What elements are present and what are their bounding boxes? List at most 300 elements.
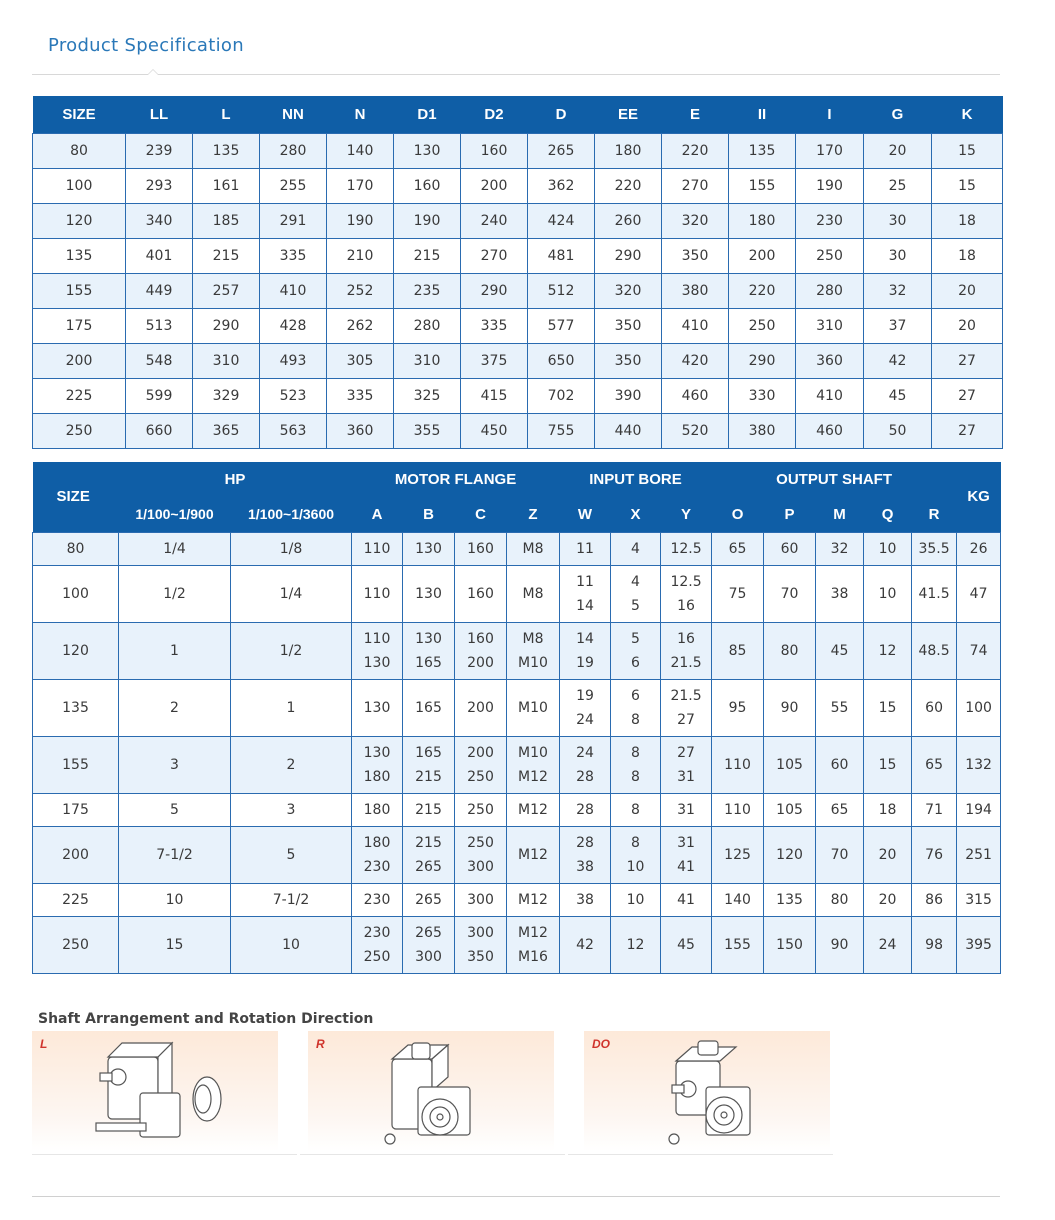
table-cell: 47 <box>957 565 1001 622</box>
table-cell: M8 M10 <box>507 622 560 679</box>
table-cell: 215 <box>403 793 455 826</box>
table-cell: 7-1/2 <box>231 883 352 916</box>
table-cell: 110 130 <box>352 622 403 679</box>
gearbox-l-illustration <box>92 1037 232 1147</box>
dimensions-column-header: E <box>662 96 729 133</box>
table-row <box>33 413 1003 448</box>
table-cell: 513 <box>126 308 193 343</box>
dimensions-column-header: G <box>864 96 932 133</box>
table-cell: 90 <box>816 916 864 973</box>
table-cell: 76 <box>912 826 957 883</box>
table-cell: 32 <box>864 273 932 308</box>
table-cell: 360 <box>327 413 394 448</box>
table-cell: 120 <box>33 203 126 238</box>
table-cell: M12 M16 <box>507 916 560 973</box>
dimensions-column-header: D1 <box>394 96 461 133</box>
table-cell: 415 <box>461 378 528 413</box>
table-cell: 200 250 <box>455 736 507 793</box>
table-cell: 35.5 <box>912 532 957 565</box>
table-cell: 110 <box>712 793 764 826</box>
table-cell: 1/8 <box>231 532 352 565</box>
table-row <box>33 532 1001 565</box>
table-row <box>33 679 1001 736</box>
table-row <box>33 343 1003 378</box>
arrangement-panel-l <box>32 1031 278 1151</box>
table-row <box>33 793 1001 826</box>
dimensions-column-header: LL <box>126 96 193 133</box>
table-row <box>33 203 1003 238</box>
table-row <box>33 308 1003 343</box>
table-cell: 41.5 <box>912 565 957 622</box>
table-cell: 132 <box>957 736 1001 793</box>
table-cell: 100 <box>957 679 1001 736</box>
table-cell: 10 <box>864 565 912 622</box>
arrangement-tag: DO <box>592 1037 610 1051</box>
table-cell: 185 <box>193 203 260 238</box>
table-cell: 1 <box>231 679 352 736</box>
size-header: SIZE <box>33 462 119 532</box>
ratings-sub-header: P <box>764 497 816 532</box>
table-cell: 28 <box>560 793 611 826</box>
table-cell: 365 <box>193 413 260 448</box>
page-title: Product Specification <box>48 35 244 56</box>
ratings-sub-header: A <box>352 497 403 532</box>
ratings-sub-header: Y <box>661 497 712 532</box>
table-cell: 160 <box>394 168 461 203</box>
table-cell: 335 <box>461 308 528 343</box>
table-cell: 235 <box>394 273 461 308</box>
table-cell: 15 <box>932 168 1003 203</box>
table-cell: 110 <box>352 532 403 565</box>
table-cell: 265 <box>403 883 455 916</box>
table-cell: 1 <box>119 622 231 679</box>
table-cell: 20 <box>864 826 912 883</box>
table-cell: 32 <box>816 532 864 565</box>
dimensions-column-header: II <box>729 96 796 133</box>
table-cell: 130 165 <box>403 622 455 679</box>
table-cell: 65 <box>816 793 864 826</box>
table-cell: 16 21.5 <box>661 622 712 679</box>
table-row <box>33 883 1001 916</box>
table-cell: 80 <box>764 622 816 679</box>
dimensions-column-header: K <box>932 96 1003 133</box>
gearbox-do-illustration <box>644 1037 784 1147</box>
table-cell: 71 <box>912 793 957 826</box>
table-cell: 230 <box>352 883 403 916</box>
table-cell: 250 <box>796 238 864 273</box>
table-cell: 100 <box>33 565 119 622</box>
table-cell: 190 <box>327 203 394 238</box>
table-cell: 150 <box>764 916 816 973</box>
table-cell: 31 41 <box>661 826 712 883</box>
table-cell: 155 <box>33 736 119 793</box>
table-cell: 250 300 <box>455 826 507 883</box>
table-cell: 1/2 <box>231 622 352 679</box>
table-cell: 239 <box>126 133 193 168</box>
table-cell: 48.5 <box>912 622 957 679</box>
table-cell: 460 <box>796 413 864 448</box>
table-cell: 45 <box>661 916 712 973</box>
dimensions-column-header: EE <box>595 96 662 133</box>
table-cell: 135 <box>764 883 816 916</box>
table-cell: 18 <box>864 793 912 826</box>
table-cell: 410 <box>796 378 864 413</box>
table-cell: 20 <box>864 133 932 168</box>
table-cell: 194 <box>957 793 1001 826</box>
table-cell: 60 <box>912 679 957 736</box>
kg-header: KG <box>957 462 1001 532</box>
table-cell: 90 <box>764 679 816 736</box>
table-cell: 180 230 <box>352 826 403 883</box>
table-cell: 98 <box>912 916 957 973</box>
table-cell: 170 <box>327 168 394 203</box>
table-cell: 1/2 <box>119 565 231 622</box>
table-cell: 100 <box>33 168 126 203</box>
table-cell: 160 <box>461 133 528 168</box>
table-cell: 650 <box>528 343 595 378</box>
table-cell: 270 <box>662 168 729 203</box>
table-cell: 350 <box>595 308 662 343</box>
table-cell: 80 <box>33 532 119 565</box>
table-cell: 130 <box>394 133 461 168</box>
table-cell: 80 <box>816 883 864 916</box>
table-cell: 125 <box>712 826 764 883</box>
arrangement-panel-r <box>308 1031 554 1151</box>
table-cell: 15 <box>119 916 231 973</box>
table-row <box>33 916 1001 973</box>
motor-flange-header: MOTOR FLANGE <box>352 462 560 497</box>
table-cell: 230 250 <box>352 916 403 973</box>
table-cell: 310 <box>193 343 260 378</box>
ratings-sub-header: B <box>403 497 455 532</box>
table-cell: 160 200 <box>455 622 507 679</box>
output-shaft-header: OUTPUT SHAFT <box>712 462 957 497</box>
table-cell: 265 <box>528 133 595 168</box>
table-cell: 291 <box>260 203 327 238</box>
table-cell: 110 <box>712 736 764 793</box>
table-cell: 548 <box>126 343 193 378</box>
table-cell: 24 28 <box>560 736 611 793</box>
table-cell: 31 <box>661 793 712 826</box>
table-cell: 155 <box>712 916 764 973</box>
table-cell: 200 <box>33 343 126 378</box>
table-cell: 200 <box>33 826 119 883</box>
table-cell: 410 <box>260 273 327 308</box>
ratings-sub-header: Z <box>507 497 560 532</box>
table-cell: 449 <box>126 273 193 308</box>
table-cell: M8 <box>507 532 560 565</box>
table-cell: 74 <box>957 622 1001 679</box>
table-cell: 160 <box>455 532 507 565</box>
table-cell: 225 <box>33 378 126 413</box>
table-cell: 255 <box>260 168 327 203</box>
dimensions-column-header: N <box>327 96 394 133</box>
table-cell: 160 <box>455 565 507 622</box>
ratings-group-header-row <box>33 462 1001 497</box>
table-cell: 10 <box>611 883 661 916</box>
dimensions-column-header: SIZE <box>33 96 126 133</box>
table-cell: 300 <box>455 883 507 916</box>
table-cell: 210 <box>327 238 394 273</box>
table-cell: 14 19 <box>560 622 611 679</box>
table-cell: 250 <box>455 793 507 826</box>
table-cell: 170 <box>796 133 864 168</box>
table-cell: 120 <box>764 826 816 883</box>
table-cell: 375 <box>461 343 528 378</box>
table-cell: 120 <box>33 622 119 679</box>
table-cell: 350 <box>595 343 662 378</box>
table-cell: 450 <box>461 413 528 448</box>
table-cell: 26 <box>957 532 1001 565</box>
table-cell: 12.5 <box>661 532 712 565</box>
table-cell: 220 <box>595 168 662 203</box>
table-cell: 702 <box>528 378 595 413</box>
table-cell: 563 <box>260 413 327 448</box>
table-cell: 27 <box>932 378 1003 413</box>
table-cell: M12 <box>507 826 560 883</box>
table-cell: 577 <box>528 308 595 343</box>
table-cell: 329 <box>193 378 260 413</box>
table-cell: 320 <box>595 273 662 308</box>
dimensions-column-header: I <box>796 96 864 133</box>
table-cell: 4 <box>611 532 661 565</box>
dimensions-column-header: D <box>528 96 595 133</box>
table-cell: 293 <box>126 168 193 203</box>
table-cell: 20 <box>864 883 912 916</box>
table-cell: 8 8 <box>611 736 661 793</box>
table-cell: 280 <box>796 273 864 308</box>
table-cell: 135 <box>33 679 119 736</box>
table-cell: 250 <box>33 413 126 448</box>
table-cell: 280 <box>394 308 461 343</box>
table-cell: 75 <box>712 565 764 622</box>
table-cell: 30 <box>864 203 932 238</box>
table-cell: 270 <box>461 238 528 273</box>
table-row <box>33 273 1003 308</box>
table-cell: 175 <box>33 308 126 343</box>
table-cell: 310 <box>394 343 461 378</box>
table-cell: 15 <box>932 133 1003 168</box>
table-cell: 300 350 <box>455 916 507 973</box>
table-cell: 260 <box>595 203 662 238</box>
table-cell: 24 <box>864 916 912 973</box>
table-cell: 42 <box>560 916 611 973</box>
table-cell: 38 <box>816 565 864 622</box>
title-divider <box>32 74 1000 75</box>
table-cell: 19 24 <box>560 679 611 736</box>
table-cell: 335 <box>260 238 327 273</box>
table-cell: 180 <box>595 133 662 168</box>
table-cell: 257 <box>193 273 260 308</box>
table-cell: 355 <box>394 413 461 448</box>
table-cell: 38 <box>560 883 611 916</box>
table-row <box>33 238 1003 273</box>
table-cell: 240 <box>461 203 528 238</box>
table-cell: 220 <box>729 273 796 308</box>
table-cell: 252 <box>327 273 394 308</box>
table-cell: 180 <box>729 203 796 238</box>
table-cell: 460 <box>662 378 729 413</box>
table-cell: 310 <box>796 308 864 343</box>
table-cell: 200 <box>729 238 796 273</box>
table-cell: 10 <box>231 916 352 973</box>
table-cell: 250 <box>33 916 119 973</box>
table-cell: 25 <box>864 168 932 203</box>
table-cell: 55 <box>816 679 864 736</box>
table-row <box>33 378 1003 413</box>
table-cell: M10 <box>507 679 560 736</box>
table-cell: 190 <box>394 203 461 238</box>
table-cell: 360 <box>796 343 864 378</box>
dimensions-column-header: NN <box>260 96 327 133</box>
arrangement-tag: L <box>40 1037 48 1051</box>
table-cell: 175 <box>33 793 119 826</box>
table-cell: 523 <box>260 378 327 413</box>
table-cell: 11 <box>560 532 611 565</box>
shaft-arrangement-title: Shaft Arrangement and Rotation Direction <box>38 1011 374 1027</box>
ratings-sub-header: X <box>611 497 661 532</box>
table-cell: 493 <box>260 343 327 378</box>
hp-header: HP <box>119 462 352 497</box>
table-cell: 7-1/2 <box>119 826 231 883</box>
table-cell: 520 <box>662 413 729 448</box>
table-cell: 5 <box>119 793 231 826</box>
table-cell: 85 <box>712 622 764 679</box>
ratings-table <box>32 462 1001 974</box>
table-cell: 315 <box>957 883 1001 916</box>
table-cell: M12 <box>507 883 560 916</box>
table-cell: 12.5 16 <box>661 565 712 622</box>
table-cell: 1/4 <box>119 532 231 565</box>
table-cell: 230 <box>796 203 864 238</box>
table-cell: 6 8 <box>611 679 661 736</box>
table-cell: M10 M12 <box>507 736 560 793</box>
table-cell: 20 <box>932 308 1003 343</box>
gearbox-r-illustration <box>368 1037 508 1147</box>
table-cell: 200 <box>461 168 528 203</box>
panel-divider <box>32 1154 297 1155</box>
table-cell: 11 14 <box>560 565 611 622</box>
table-cell: 15 <box>864 736 912 793</box>
bottom-divider <box>32 1196 1000 1197</box>
table-cell: 5 6 <box>611 622 661 679</box>
title-divider-notch <box>147 69 159 75</box>
table-cell: 1/4 <box>231 565 352 622</box>
table-cell: 18 <box>932 203 1003 238</box>
table-cell: 280 <box>260 133 327 168</box>
dimensions-column-header: D2 <box>461 96 528 133</box>
table-cell: 37 <box>864 308 932 343</box>
table-cell: 290 <box>193 308 260 343</box>
table-cell: 325 <box>394 378 461 413</box>
dimensions-table <box>32 96 1003 449</box>
table-cell: 165 <box>403 679 455 736</box>
table-cell: 165 215 <box>403 736 455 793</box>
table-cell: 45 <box>816 622 864 679</box>
table-cell: 60 <box>816 736 864 793</box>
table-cell: 330 <box>729 378 796 413</box>
table-cell: 335 <box>327 378 394 413</box>
ratings-sub-header: O <box>712 497 764 532</box>
table-cell: 362 <box>528 168 595 203</box>
table-cell: 5 <box>231 826 352 883</box>
table-cell: M8 <box>507 565 560 622</box>
table-cell: 130 180 <box>352 736 403 793</box>
table-cell: 21.5 27 <box>661 679 712 736</box>
table-cell: 12 <box>611 916 661 973</box>
dimensions-header-row <box>33 96 1003 133</box>
table-row <box>33 565 1001 622</box>
table-cell: 130 <box>403 532 455 565</box>
table-cell: 220 <box>662 133 729 168</box>
table-cell: 395 <box>957 916 1001 973</box>
table-cell: 200 <box>455 679 507 736</box>
panel-divider <box>568 1154 833 1155</box>
ratings-sub-header: C <box>455 497 507 532</box>
table-cell: 80 <box>33 133 126 168</box>
panel-divider <box>300 1154 565 1155</box>
table-cell: 161 <box>193 168 260 203</box>
table-cell: 28 38 <box>560 826 611 883</box>
table-cell: 86 <box>912 883 957 916</box>
table-cell: 512 <box>528 273 595 308</box>
table-row <box>33 622 1001 679</box>
ratings-sub-header: R <box>912 497 957 532</box>
arrangement-tag: R <box>316 1037 325 1051</box>
table-cell: 8 <box>611 793 661 826</box>
table-cell: 660 <box>126 413 193 448</box>
table-cell: 262 <box>327 308 394 343</box>
table-cell: 340 <box>126 203 193 238</box>
table-cell: 140 <box>712 883 764 916</box>
table-cell: 10 <box>119 883 231 916</box>
ratings-sub-header: W <box>560 497 611 532</box>
table-cell: 30 <box>864 238 932 273</box>
table-row <box>33 133 1003 168</box>
table-cell: 60 <box>764 532 816 565</box>
arrangement-panel-do <box>584 1031 830 1151</box>
table-cell: 155 <box>729 168 796 203</box>
table-cell: 2 <box>231 736 352 793</box>
table-cell: 320 <box>662 203 729 238</box>
table-cell: 20 <box>932 273 1003 308</box>
table-cell: 290 <box>595 238 662 273</box>
ratings-sub-header-row <box>33 497 1001 532</box>
table-cell: 380 <box>729 413 796 448</box>
table-cell: 180 <box>352 793 403 826</box>
table-cell: 110 <box>352 565 403 622</box>
table-cell: 130 <box>352 679 403 736</box>
table-cell: 135 <box>193 133 260 168</box>
table-cell: 135 <box>729 133 796 168</box>
table-cell: 10 <box>864 532 912 565</box>
table-cell: 42 <box>864 343 932 378</box>
table-cell: 225 <box>33 883 119 916</box>
table-cell: 251 <box>957 826 1001 883</box>
table-cell: 4 5 <box>611 565 661 622</box>
table-cell: 27 31 <box>661 736 712 793</box>
table-cell: 140 <box>327 133 394 168</box>
table-cell: 27 <box>932 343 1003 378</box>
table-cell: 410 <box>662 308 729 343</box>
table-row <box>33 826 1001 883</box>
table-cell: 2 <box>119 679 231 736</box>
input-bore-header: INPUT BORE <box>560 462 712 497</box>
table-cell: 401 <box>126 238 193 273</box>
table-cell: 105 <box>764 793 816 826</box>
table-cell: 95 <box>712 679 764 736</box>
table-cell: 215 265 <box>403 826 455 883</box>
